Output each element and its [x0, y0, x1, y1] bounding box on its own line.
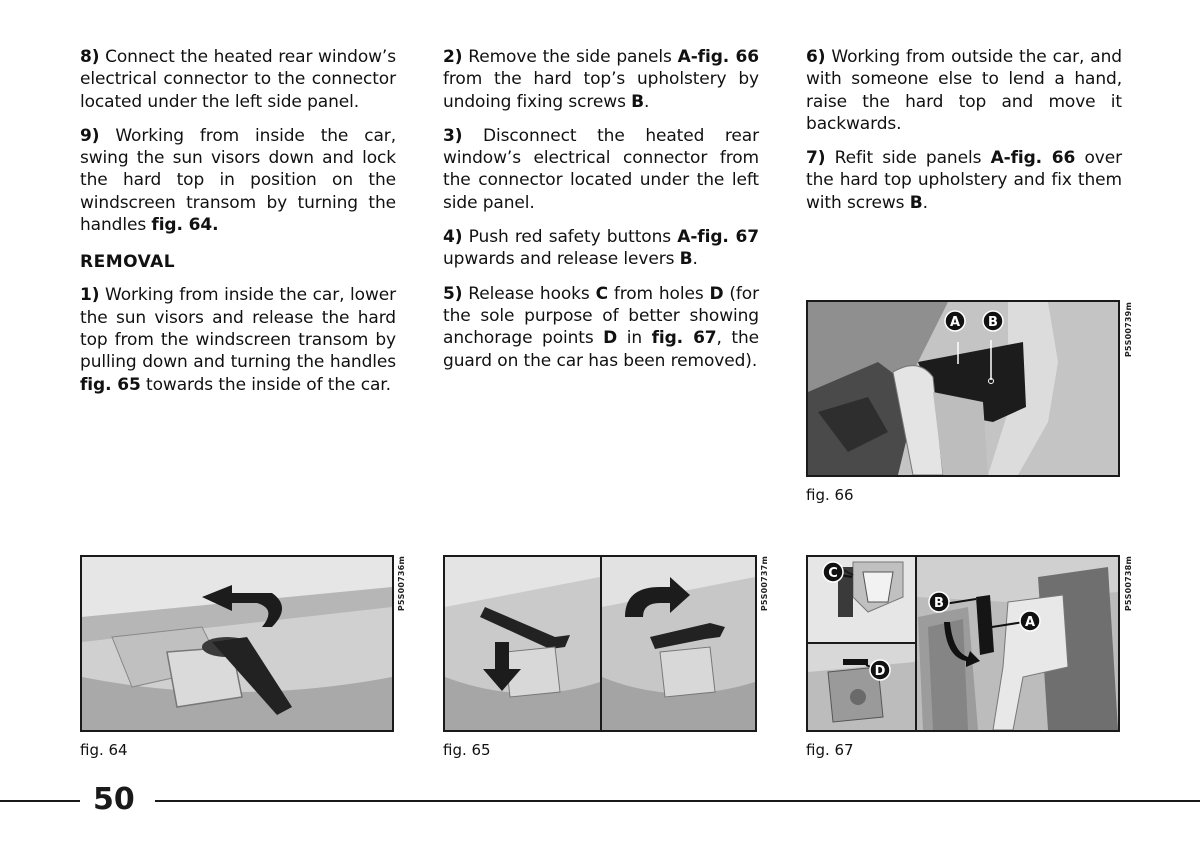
- step-text: Working from outside the car, and with someone else to lend a hand, raise the hard top and move it backwards.: [806, 47, 1122, 134]
- step-number: 8): [80, 47, 100, 67]
- figure-reference: A-fig. 67: [677, 227, 759, 248]
- step-text: .: [922, 192, 928, 213]
- step-number: 9): [80, 125, 100, 146]
- figure-67-photo: [806, 555, 1120, 732]
- step-2: [443, 46, 759, 113]
- step-text: (for the sole purpose of better showing anchorage points: [443, 283, 759, 349]
- figure-code: P5S00737m: [760, 556, 769, 612]
- step-text: Refit side panels: [825, 148, 991, 169]
- step-1: [80, 284, 396, 395]
- figure-reference: A-fig. 66: [990, 148, 1076, 169]
- footer-rule-left: [0, 800, 80, 802]
- part-reference: B: [909, 192, 923, 213]
- step-text: from the hard top’s upholstery by undoing fixing screws: [443, 69, 759, 112]
- step-text: , the guard on the car has been removed).: [443, 328, 759, 371]
- step-text: upwards and release levers: [443, 249, 680, 270]
- callout-label: B: [934, 596, 944, 611]
- figure-64-photo: [80, 555, 394, 732]
- step-7: [806, 147, 1122, 214]
- callout-label: B: [988, 315, 998, 330]
- hook-release-photo-illustration: [808, 557, 1118, 730]
- part-reference: B: [679, 249, 693, 270]
- callout-label: C: [828, 566, 838, 581]
- step-3: [443, 125, 759, 214]
- step-text: Working from inside the car, lower the sun visors and release the hard top from the windscreen transom by pulling down and turning the handles: [80, 285, 396, 373]
- callout-a: [1020, 611, 1040, 631]
- part-reference: C: [595, 283, 608, 304]
- step-text: towards the inside of the car.: [140, 374, 391, 395]
- figure-reference: fig. 67: [651, 328, 717, 349]
- callout-d: [870, 660, 890, 680]
- step-4: [443, 226, 759, 271]
- figure-code: P5S00736m: [397, 556, 406, 612]
- step-number: 5): [443, 283, 463, 304]
- step-number: 3): [443, 125, 463, 146]
- figure-reference: A-fig. 66: [677, 47, 759, 67]
- callout-label: D: [874, 664, 886, 679]
- figure-code: P5S00738m: [1124, 556, 1133, 612]
- step-number: 7): [806, 148, 826, 169]
- footer-rule-right: [155, 800, 1200, 802]
- figure-caption: fig. 66: [806, 486, 854, 504]
- figure-65-photo: [443, 555, 757, 732]
- handle-release-photo-illustration: [445, 557, 755, 730]
- step-number: 1): [80, 285, 100, 306]
- handle-photo-illustration: [82, 557, 392, 730]
- figure-caption: fig. 67: [806, 741, 854, 759]
- figure-code: P5S00739m: [1124, 302, 1133, 358]
- step-text: from holes: [607, 283, 710, 304]
- callout-label: A: [949, 315, 961, 330]
- step-number: 2): [443, 47, 463, 67]
- figure-66-photo: [806, 300, 1120, 477]
- callout-a: [945, 311, 965, 331]
- step-6: [806, 46, 1122, 135]
- callout-b: [929, 592, 949, 612]
- step-text: Remove the side panels: [462, 47, 678, 67]
- text-column-1: [80, 46, 396, 408]
- step-text: Working from inside the car, swing the sun visors down and lock the hard top in position on the windscreen transom by turning the handles: [80, 125, 396, 236]
- callout-label: A: [1024, 615, 1036, 630]
- figure-caption: fig. 65: [443, 741, 491, 759]
- step-number: 6): [806, 47, 826, 67]
- part-reference: D: [709, 283, 724, 304]
- figure-reference: fig. 64.: [151, 215, 219, 236]
- step-text: Release hooks: [462, 283, 596, 304]
- step-text: over the hard top upholstery and fix them with screws: [806, 148, 1122, 213]
- step-text: Push red safety buttons: [462, 227, 678, 248]
- step-9: [80, 125, 396, 236]
- step-text: .: [644, 91, 650, 112]
- callout-c: [823, 562, 843, 582]
- figure-reference: fig. 65: [80, 374, 141, 395]
- step-text: in: [617, 328, 652, 349]
- step-text: .: [692, 249, 698, 270]
- text-column-3: [806, 46, 1122, 226]
- side-panel-photo-illustration: [808, 302, 1118, 475]
- part-reference: B: [631, 91, 644, 112]
- step-8: [80, 46, 396, 113]
- step-number: 4): [443, 227, 463, 248]
- step-5: [443, 283, 759, 372]
- part-reference: D: [603, 328, 618, 349]
- step-text: Disconnect the heated rear window’s electrical connector from the connector located under the left side panel.: [443, 125, 759, 213]
- figure-caption: fig. 64: [80, 741, 128, 759]
- section-heading-removal: REMOVAL: [80, 252, 176, 273]
- page-number: 50: [93, 782, 135, 817]
- text-column-2: [443, 46, 759, 384]
- step-text: Connect the heated rear window’s electrical connector to the connector located under the left side panel.: [80, 47, 396, 112]
- callout-b: [983, 311, 1003, 331]
